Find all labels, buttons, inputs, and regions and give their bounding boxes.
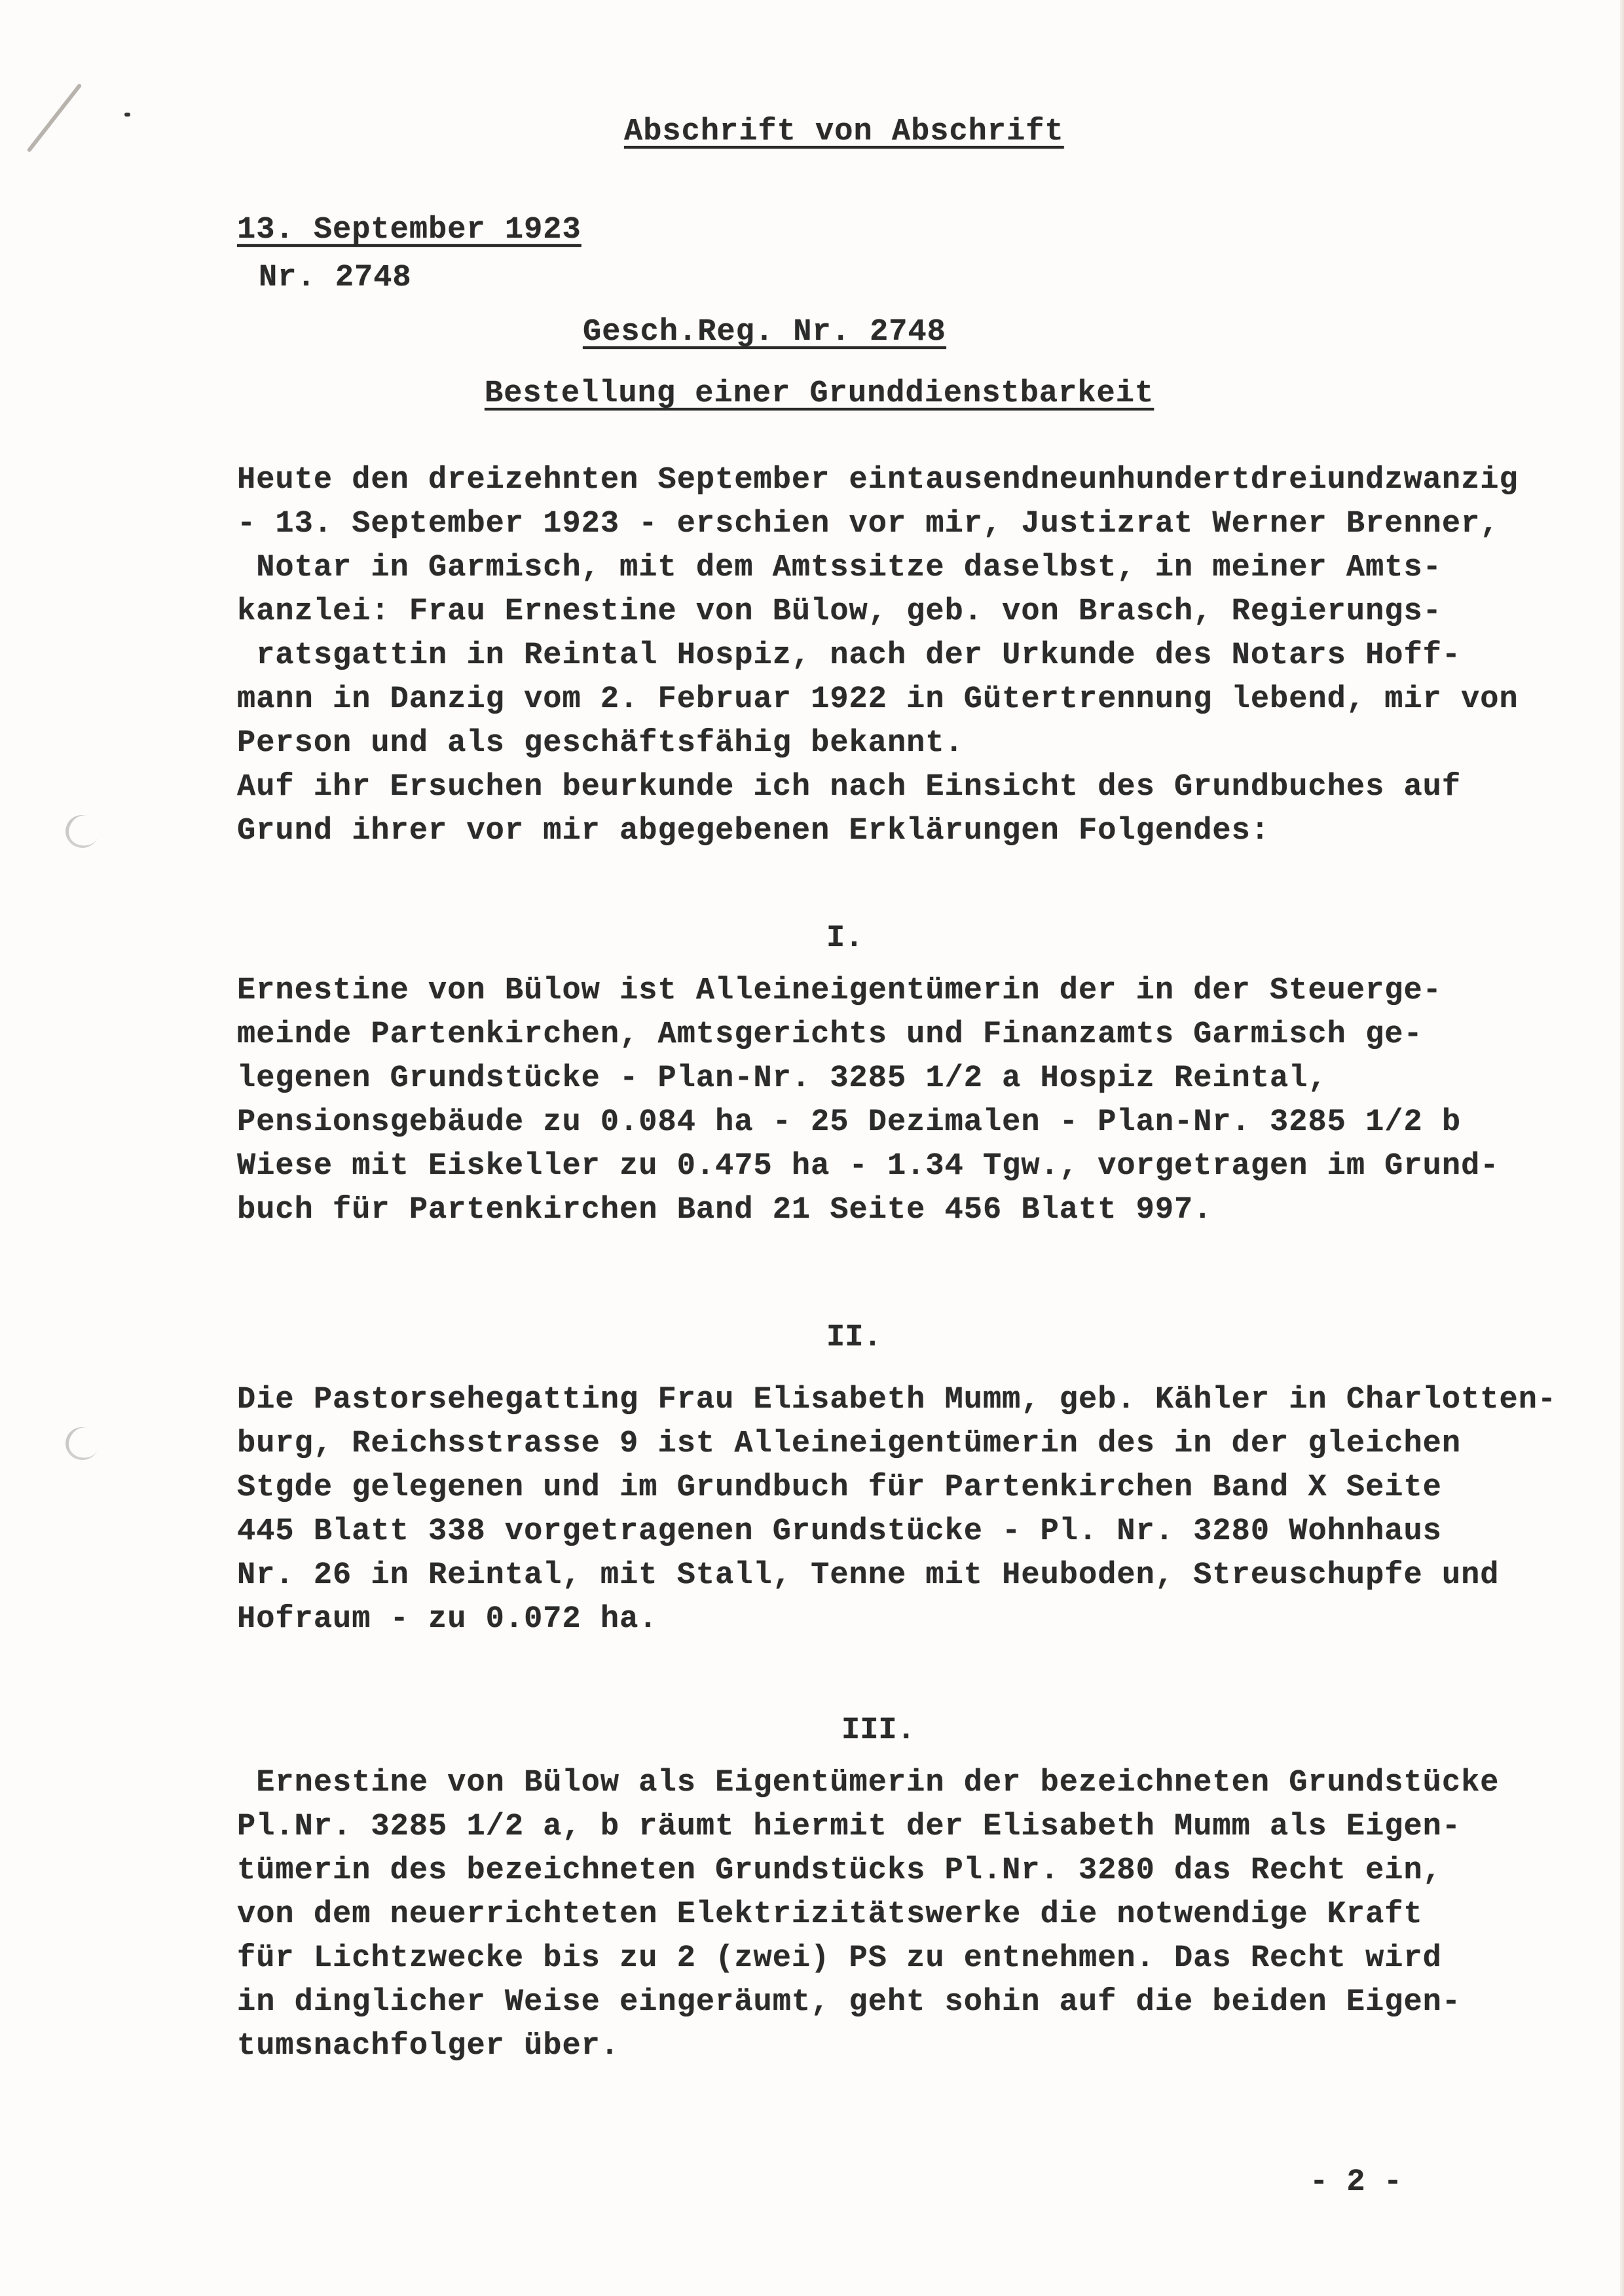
- section-numeral-3: III.: [841, 1713, 915, 1748]
- document-subject: Bestellung einer Grunddienstbarkeit: [485, 376, 1154, 411]
- text-line: Person und als geschäftsfähig bekannt.: [237, 726, 964, 761]
- text-line: burg, Reichsstrasse 9 ist Alleineigentümerin des in der gleichen: [237, 1427, 1462, 1461]
- text-line: 445 Blatt 338 vorgetragenen Grundstücke - Pl. Nr. 3280 Wohnhaus: [237, 1514, 1442, 1549]
- text-line: ratsgattin in Reintal Hospiz, nach der Urkunde des Notars Hoff-: [237, 638, 1462, 673]
- text-line: Die Pastorsehegatting Frau Elisabeth Mumm, geb. Kähler in Charlotten-: [237, 1383, 1557, 1417]
- section-1-paragraph: [237, 969, 1599, 1232]
- text-line: Grund ihrer vor mir abgegebenen Erklärungen Folgendes:: [237, 814, 1270, 848]
- text-line: Hofraum - zu 0.072 ha.: [237, 1602, 658, 1637]
- document-date: 13. September 1923: [237, 213, 581, 247]
- text-line: buch für Partenkirchen Band 21 Seite 456 Blatt 997.: [237, 1193, 1213, 1228]
- text-line: Heute den dreizehnten September eintausendneunhundertdreiundzwanzig: [237, 463, 1519, 498]
- section-numeral-2: II.: [826, 1321, 882, 1355]
- document-title: Abschrift von Abschrift: [624, 115, 1064, 149]
- text-line: Notar in Garmisch, mit dem Amtssitze daselbst, in meiner Amts-: [237, 551, 1442, 585]
- text-line: Nr. 26 in Reintal, mit Stall, Tenne mit Heuboden, Streuschupfe und: [237, 1558, 1500, 1593]
- section-3-paragraph: [237, 1761, 1599, 2068]
- text-line: Pensionsgebäude zu 0.084 ha - 25 Dezimalen - Plan-Nr. 3285 1/2 b: [237, 1105, 1462, 1140]
- text-line: Ernestine von Bülow als Eigentümerin der bezeichneten Grundstücke: [237, 1766, 1500, 1800]
- text-line: für Lichtzwecke bis zu 2 (zwei) PS zu entnehmen. Das Recht wird: [237, 1941, 1442, 1976]
- text-line: Wiese mit Eiskeller zu 0.475 ha - 1.34 Tgw., vorgetragen im Grund-: [237, 1149, 1500, 1184]
- ink-speck: [124, 113, 130, 117]
- register-number: Gesch.Reg. Nr. 2748: [583, 315, 946, 350]
- section-numeral-1: I.: [826, 921, 864, 956]
- text-line: mann in Danzig vom 2. Februar 1922 in Gütertrennung lebend, mir von: [237, 682, 1519, 717]
- intro-paragraph: [237, 458, 1599, 853]
- text-line: Ernestine von Bülow ist Alleineigentümerin der in der Steuerge-: [237, 974, 1442, 1008]
- page-number: - 2 -: [1310, 2165, 1403, 2200]
- text-line: kanzlei: Frau Ernestine von Bülow, geb. von Brasch, Regierungs-: [237, 594, 1442, 629]
- text-line: Stgde gelegenen und im Grundbuch für Partenkirchen Band X Seite: [237, 1470, 1442, 1505]
- paper-scratch-mark: [27, 83, 83, 153]
- document-number: Nr. 2748: [259, 261, 412, 295]
- text-line: tumsnachfolger über.: [237, 2029, 620, 2064]
- text-line: Pl.Nr. 3285 1/2 a, b räumt hiermit der Elisabeth Mumm als Eigen-: [237, 1810, 1462, 1844]
- text-line: - 13. September 1923 - erschien vor mir, Justizrat Werner Brenner,: [237, 507, 1500, 541]
- text-line: legenen Grundstücke - Plan-Nr. 3285 1/2 a Hospiz Reintal,: [237, 1061, 1327, 1096]
- text-line: in dinglicher Weise eingeräumt, geht sohin auf die beiden Eigen-: [237, 1985, 1462, 2020]
- text-line: meinde Partenkirchen, Amtsgerichts und Finanzamts Garmisch ge-: [237, 1017, 1423, 1052]
- paper-edge: [1620, 0, 1624, 2296]
- punch-hole-mark: [61, 1423, 103, 1465]
- text-line: Auf ihr Ersuchen beurkunde ich nach Einsicht des Grundbuches auf: [237, 770, 1462, 805]
- section-2-paragraph: [237, 1378, 1599, 1641]
- text-line: tümerin des bezeichneten Grundstücks Pl.Nr. 3280 das Recht ein,: [237, 1853, 1442, 1888]
- punch-hole-mark: [61, 811, 103, 852]
- text-line: von dem neuerrichteten Elektrizitätswerke die notwendige Kraft: [237, 1897, 1423, 1932]
